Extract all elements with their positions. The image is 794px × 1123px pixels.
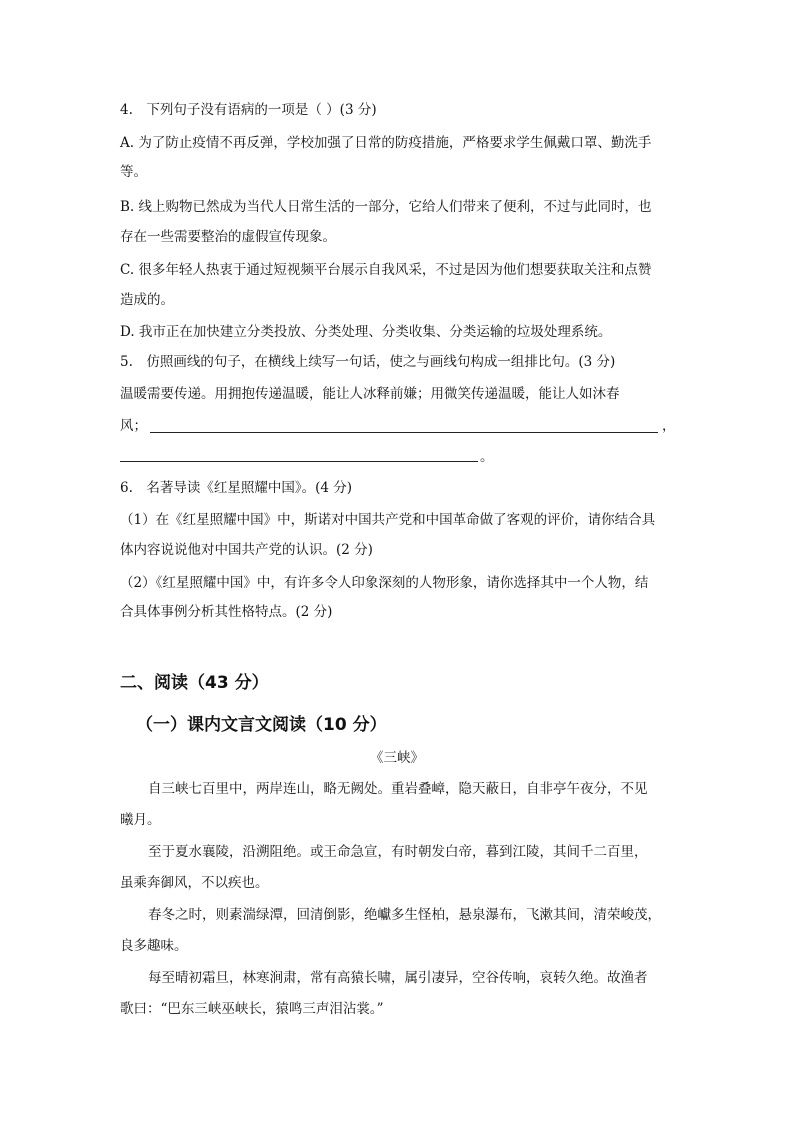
passage-para2-line1: 至于夏水襄陵，沿溯阻绝。或王命急宣，有时朝发白帝，暮到江陵，其间千二百里， [148, 844, 648, 860]
passage-title: 《三峡》 [370, 750, 424, 766]
q4-option-b-line2: 存在一些需要整治的虚假宣传现象。 [120, 229, 336, 245]
q5-answer-blank-2[interactable] [120, 461, 478, 462]
q5-answer-blank-1[interactable] [150, 432, 658, 433]
q5-period: 。 [480, 449, 494, 465]
passage-para2-line2: 虽乘奔御风，不以疾也。 [120, 875, 269, 891]
q6-part2-line2: 合具体事例分析其性格特点。(2 分) [120, 604, 333, 620]
q4-stem: 4. 下列句子没有语病的一项是（ ）(3 分) [120, 102, 377, 118]
q5-text-line1: 温暖需要传递。用拥抱传递温暖，能让人冰释前嫌；用微笑传递温暖，能让人如沐春 [120, 386, 620, 402]
passage-para4-line2: 歌曰：“巴东三峡巫峡长，猿鸣三声泪沾裳。” [120, 1001, 384, 1017]
passage-para1-line1: 自三峡七百里中，两岸连山，略无阙处。重岩叠嶂，隐天蔽日，自非亭午夜分，不见 [148, 781, 648, 797]
passage-para3-line1: 春冬之时，则素湍绿潭，回清倒影，绝巘多生怪柏，悬泉瀑布，飞漱其间，清荣峻茂， [148, 907, 661, 923]
q4-option-c-line1: C. 很多年轻人热衷于通过短视频平台展示自我风采，不过是因为他们想要获取关注和点赞 [120, 262, 652, 278]
q5-stem: 5. 仿照画线的句子，在横线上续写一句话，使之与画线句构成一组排比句。(3 分) [120, 354, 616, 370]
q6-part2-line1: （2）《红星照耀中国》中，有许多令人印象深刻的人物形象，请你选择其中一个人物，结 [120, 575, 649, 591]
q6-part1-line1: （1）在《红星照耀中国》中，斯诺对中国共产党和中国革命做了客观的评价，请你结合具 [120, 512, 656, 528]
q4-option-b-line1: B. 线上购物已然成为当代人日常生活的一部分，它给人们带来了便利，不过与此同时，也 [120, 199, 652, 215]
passage-para4-line1: 每至晴初霜旦，林寒涧肃，常有高猿长啸，属引凄异，空谷传响，哀转久绝。故渔者 [148, 970, 648, 986]
section-heading: 二、阅读（43 分） [120, 673, 269, 693]
q5-text-prefix: 风； [120, 418, 147, 434]
q4-option-a-line1: A. 为了防止疫情不再反弹，学校加强了日常的防疫措施，严格要求学生佩戴口罩、勤洗手 [120, 135, 652, 151]
q4-option-c-line2: 造成的。 [120, 292, 174, 308]
q4-option-d: D. 我市正在加快建立分类投放、分类处理、分类收集、分类运输的垃圾处理系统。 [120, 324, 612, 340]
passage-para3-line2: 良多趣味。 [120, 938, 188, 954]
passage-para1-line2: 曦月。 [120, 812, 161, 828]
q4-option-a-line2: 等。 [120, 164, 147, 180]
q6-stem: 6. 名著导读《红星照耀中国》。(4 分) [120, 480, 353, 496]
q6-part1-line2: 体内容说说他对中国共产党的认识。(2 分) [120, 542, 373, 558]
subsection-heading: （一）课内文言文阅读（10 分） [136, 715, 387, 735]
q5-comma: ， [662, 418, 676, 434]
